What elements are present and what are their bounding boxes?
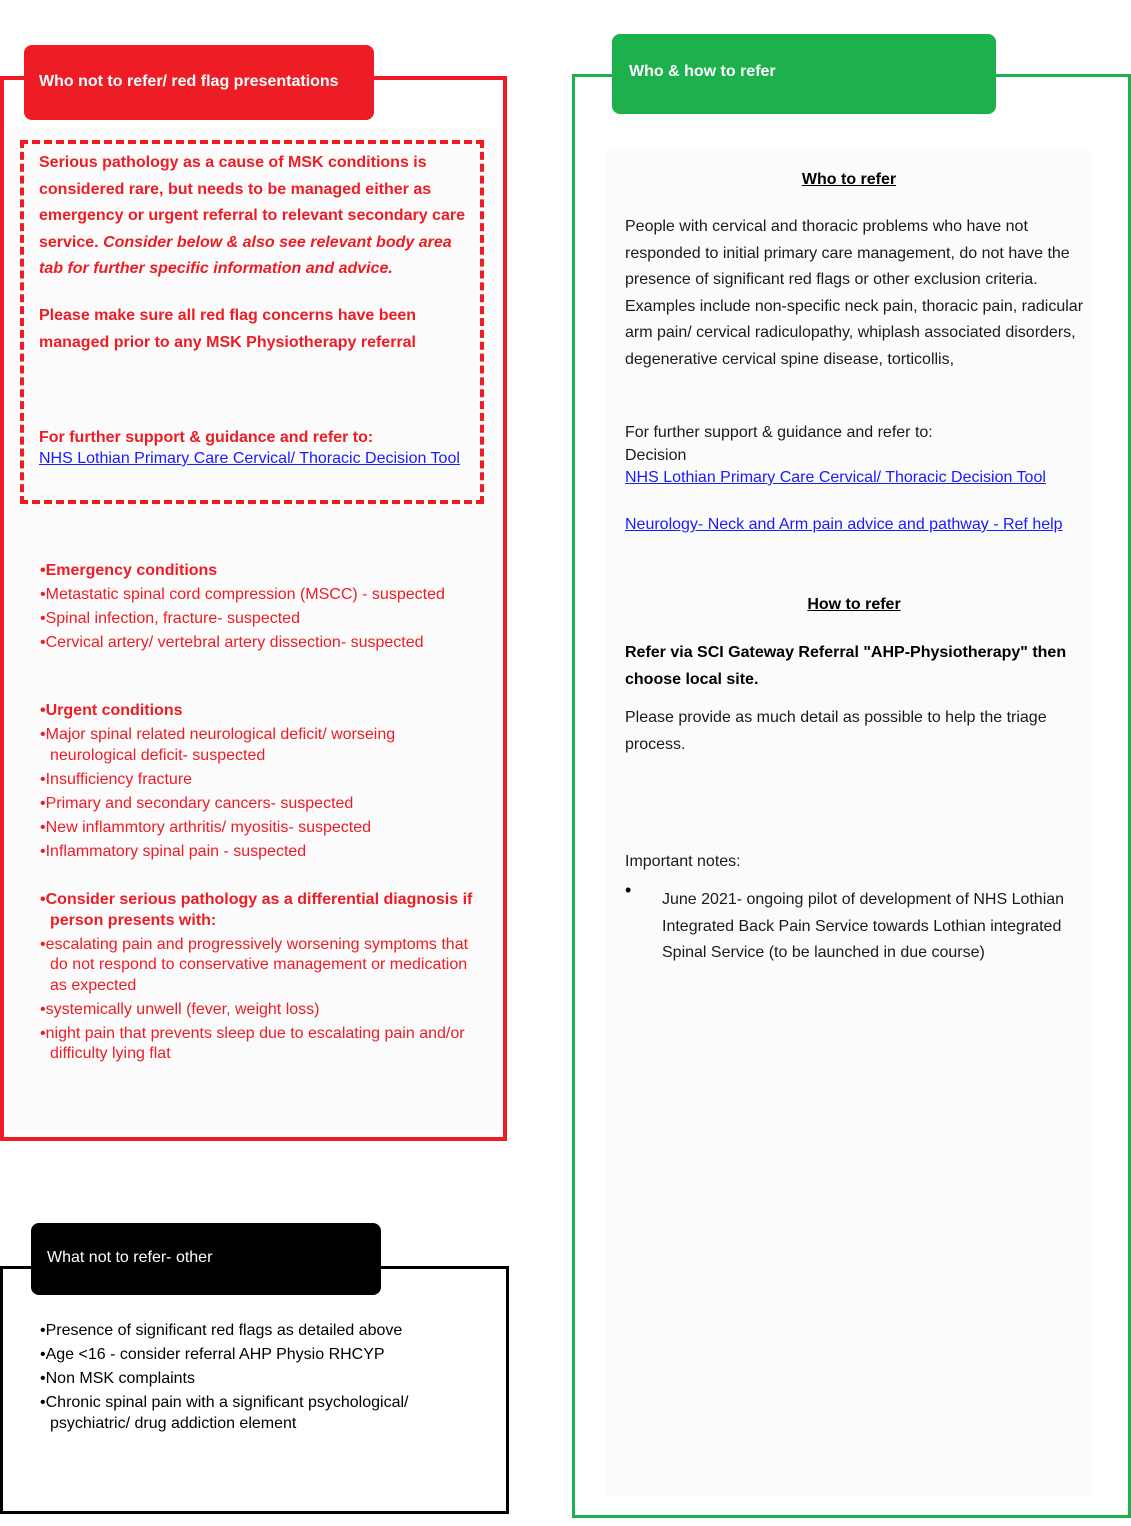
list-item: •Spinal infection, fracture- suspected (40, 610, 300, 627)
red-flag-intro-italic: Consider below & also see relevant body area tab for further specific information and advice. (39, 233, 452, 277)
other-panel-left-edge (0, 1266, 3, 1514)
list-item: •Cervical artery/ vertebral artery dissection- suspected (40, 634, 424, 651)
list-item: •Metastatic spinal cord compression (MSCC) - suspected (40, 586, 445, 603)
list-item: •Major spinal related neurological deficit/ worseing neurological deficit- suspected (40, 726, 396, 764)
list-item: •Age <16 - consider referral AHP Physio RHCYP (40, 1346, 385, 1363)
consider-heading: •Consider serious pathology as a differential diagnosis if person presents with: (40, 891, 473, 929)
who-to-refer-body: People with cervical and thoracic problems who have not responded to initial primary care management, do not have the presence of significant red flags or other exclusion criteria. Examples include non-specific neck pain, thoracic pain, radicular arm pain/ cervical radiculopathy, whiplash associated disorders, degenerative cervical spine disease, torticollis, (625, 218, 1084, 368)
how-to-refer-title: How to refer (807, 596, 901, 613)
who-how-to-refer-header: Who & how to refer (612, 34, 996, 114)
red-flag-further-support: For further support & guidance and refer to: (39, 429, 374, 446)
note-bullet-icon: • (625, 880, 632, 900)
green-further-support (625, 421, 1085, 467)
list-item: •Primary and secondary cancers- suspected (40, 794, 354, 812)
list-item: •systemically unwell (fever, weight loss) (40, 1000, 320, 1018)
green-further-support-decision: Decision (625, 447, 687, 464)
consider-pathology-list (40, 890, 480, 1068)
who-to-refer-title: Who to refer (801, 171, 897, 188)
provide-detail-note: Please provide as much detail as possible to help the triage process. (625, 709, 1047, 753)
red-flag-intro-plain: Serious pathology as a cause of MSK conditions is considered rare, but needs to be managed either as emergency or urgent referral to relevant secondary care service. (39, 154, 465, 251)
list-item: •Non MSK complaints (40, 1370, 195, 1387)
red-flag-intro (39, 150, 469, 283)
what-not-to-refer-list (40, 1321, 480, 1438)
red-flag-make-sure: Please make sure all red flag concerns have been managed prior to any MSK Physiotherapy referral (39, 307, 417, 351)
list-item: •Chronic spinal pain with a significant psychological/ psychiatric/ drug addiction element (40, 1394, 409, 1432)
list-item: •escalating pain and progressively worsening symptoms that do not respond to conservative management or medication as expected (40, 935, 469, 994)
decision-tool-link[interactable]: NHS Lothian Primary Care Cervical/ Thoracic Decision Tool (625, 469, 1046, 486)
list-item: •night pain that prevents sleep due to escalating pain and/or difficulty lying flat (40, 1024, 465, 1062)
what-not-to-refer-header: What not to refer- other (31, 1223, 381, 1295)
important-notes-title: Important notes: (625, 853, 741, 870)
red-flag-header: Who not to refer/ red flag presentations (24, 45, 374, 120)
list-item: •Insufficiency fracture (40, 770, 193, 788)
refer-via-instructions: Refer via SCI Gateway Referral "AHP-Physiotherapy" then choose local site. (625, 644, 1067, 688)
red-panel-left-edge (0, 76, 4, 1141)
urgent-conditions-list (40, 701, 480, 866)
neurology-pathway-link[interactable]: Neurology- Neck and Arm pain advice and pathway - Ref help (625, 516, 1063, 533)
emergency-conditions-list (40, 561, 480, 657)
list-item: •Presence of significant red flags as detailed above (40, 1322, 403, 1339)
urgent-heading: •Urgent conditions (40, 702, 183, 719)
emergency-heading: •Emergency conditions (40, 562, 218, 579)
list-item: •Inflammatory spinal pain - suspected (40, 842, 307, 860)
important-note-item: June 2021- ongoing pilot of development of NHS Lothian Integrated Back Pain Service towards Lothian integrated Spinal Service (to be launched in due course) (662, 891, 1065, 961)
list-item: •New inflammtory arthritis/ myositis- suspected (40, 818, 372, 836)
red-flag-decision-tool-link[interactable]: NHS Lothian Primary Care Cervical/ Thoracic Decision Tool (39, 450, 460, 467)
green-further-support-text: For further support & guidance and refer to: (625, 424, 933, 441)
